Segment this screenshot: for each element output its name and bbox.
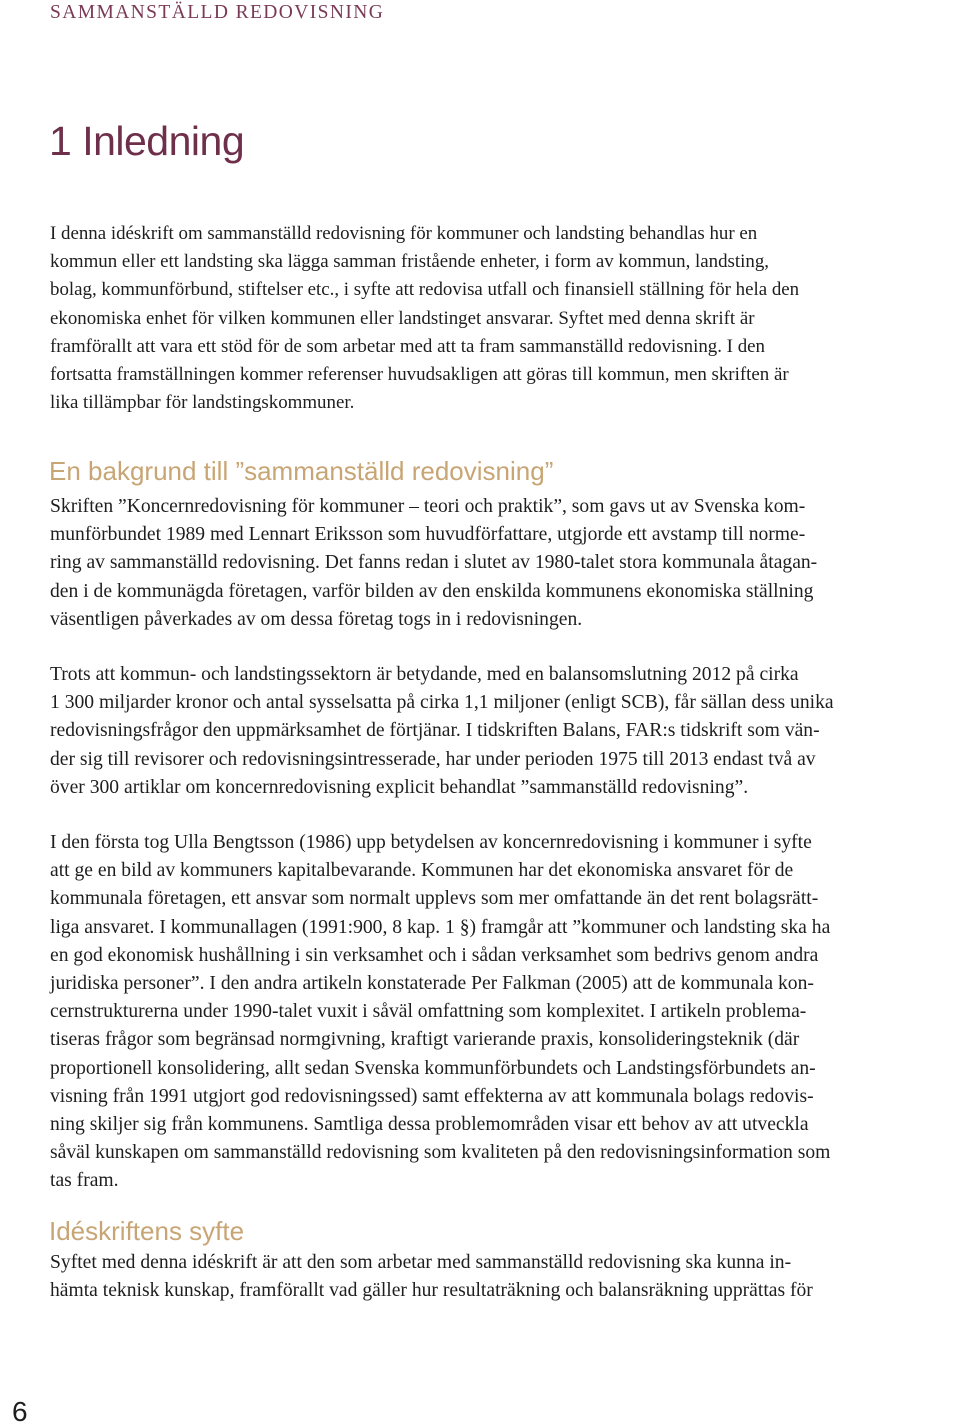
text-line: den i de kommunägda företagen, varför bilden av den enskilda kommunens ekonomiska ställning [50, 580, 814, 602]
text-line: visning från 1991 utgjort god redovisningssed) samt effekterna av att kommunala bolags redovis- [50, 1085, 814, 1107]
text-line: proportionell konsolidering, allt sedan Svenska kommunförbundets och Landstingsförbundets an- [50, 1057, 816, 1079]
section-heading-background: En bakgrund till ”sammanställd redovisning” [49, 456, 554, 486]
text-line: Trots att kommun- och landstingssektorn är betydande, med en balansomslutning 2012 på cirka [50, 664, 799, 685]
text-line: såväl kunskapen om sammanställd redovisning som kvaliteten på den redovisningsinformation som [50, 1142, 831, 1164]
text-line: I denna idéskrift om sammanställd redovisning för kommuner och landsting behandlas hur en [50, 223, 758, 244]
text-line: lika tillämpbar för landstingskommuner. [50, 392, 355, 414]
chapter-title: 1 Inledning [49, 118, 245, 164]
text-line: kommunala företagen, ett ansvar som normalt upplevs som mer omfattande än det rent bolagsrätt- [50, 888, 819, 910]
background-paragraph-2 [50, 661, 960, 802]
text-line: juridiska personer”. I den andra artikeln konstaterade Per Falkman (2005) att de kommunala kon- [50, 972, 814, 994]
text-line: I den första tog Ulla Bengtsson (1986) upp betydelsen av koncernredovisning i kommuner i syfte [50, 832, 812, 853]
section-heading-purpose: Idéskriftens syfte [49, 1216, 245, 1246]
text-line: Skriften ”Koncernredovisning för kommuner – teori och praktik”, som gavs ut av Svenska kom- [50, 496, 806, 517]
text-line: munförbundet 1989 med Lennart Eriksson som huvudförfattare, utgjorde ett avstamp till norme- [50, 524, 806, 546]
text-line: väsentligen påverkades av om dessa företag togs in i redovisningen. [50, 608, 583, 630]
text-line: liga ansvaret. I kommunallagen (1991:900, 8 kap. 1 §) framgår att ”kommuner och landsting ska ha [50, 916, 831, 938]
text-line: ring av sammanställd redovisning. Det fanns redan i slutet av 1980-talet stora kommunala åtagan- [50, 552, 818, 574]
text-line: en god ekonomisk hushållning i sin verksamhet och i sådan verksamhet som bedrivs genom andra [50, 944, 819, 966]
text-line: bolag, kommunförbund, stiftelser etc., i syfte att redovisa utfall och finansiell ställning för hela den [50, 279, 800, 301]
text-line: framförallt att vara ett stöd för de som arbetar med att ta fram sammanställd redovisning. I den [50, 335, 765, 357]
text-line: fortsatta framställningen kommer referenser huvudsakligen att göras till kommun, men skriften är [50, 363, 789, 385]
intro-paragraph [50, 220, 960, 417]
text-line: hämta teknisk kunskap, framförallt vad gäller hur resultaträkning och balansräkning upprättas för [50, 1280, 813, 1302]
background-paragraph-3 [50, 829, 960, 1195]
running-head: SAMMANSTÄLLD REDOVISNING [50, 2, 385, 23]
purpose-paragraph [50, 1249, 960, 1305]
text-line: der sig till revisorer och redovisningsintresserade, har under perioden 1975 till 2013 endast två av [50, 748, 816, 770]
text-line: ekonomiska enhet för vilken kommunen eller landstinget ansvarar. Syftet med denna skrift är [50, 307, 755, 329]
text-line: tas fram. [50, 1170, 119, 1192]
text-line: kommun eller ett landsting ska lägga samman fristående enheter, i form av kommun, landsting, [50, 251, 770, 273]
text-line: cernstrukturerna under 1990-talet vuxit i såväl omfattning som komplexitet. I artikeln problema- [50, 1001, 807, 1023]
background-paragraph-1 [50, 493, 960, 634]
text-line: att ge en bild av kommuners kapitalbevarande. Kommunen har det ekonomiska ansvaret för de [50, 860, 794, 882]
text-line: tiseras frågor som begränsad normgivning, kraftigt varierande praxis, konsolideringsteknik (där [50, 1029, 800, 1051]
text-line: ning skiljer sig från kommunens. Samtliga dessa problemområden visar ett behov av att utveckla [50, 1113, 809, 1135]
text-line: Syftet med denna idéskrift är att den som arbetar med sammanställd redovisning ska kunna in- [50, 1252, 792, 1273]
text-line: över 300 artiklar om koncernredovisning explicit behandlat ”sammanställd redovisning”. [50, 776, 749, 798]
text-line: 1 300 miljarder kronor och antal sysselsatta på cirka 1,1 miljoner (enligt SCB), får sällan dess unika [50, 692, 834, 714]
text-line: redovisningsfrågor den uppmärksamhet de förtjänar. I tidskriften Balans, FAR:s tidskrift som vän- [50, 720, 820, 742]
page-number: 6 [12, 1396, 28, 1427]
